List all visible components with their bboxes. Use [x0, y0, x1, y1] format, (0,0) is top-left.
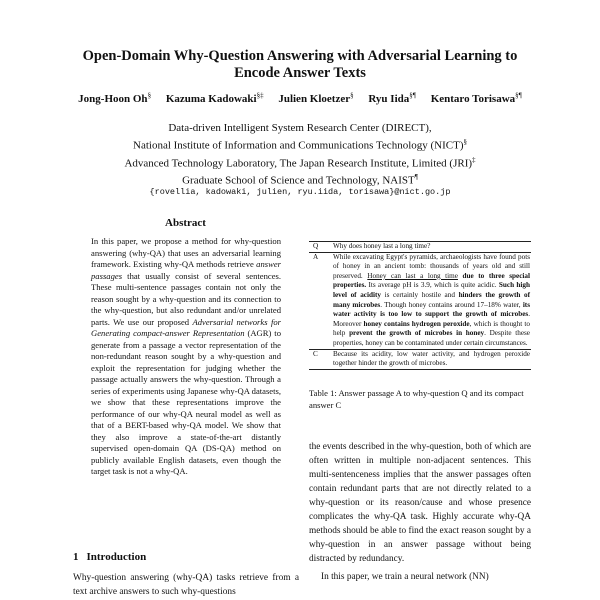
- author-emails: {rovellia, kadowaki, julien, ryu.iida, torisawa}@nict.go.jp: [149, 187, 451, 197]
- paragraph: the events described in the why-question, both of which are often written in multiple non-adjacent sentences. This multi-sentenceness implies that the answer passages often contain redundant parts that are not directly related to a why-question or its reason/cause and whose presence complicates the why-QA task. Highly accurate why-QA methods should be able to find the exact reason sought by a why-question in an answer passage without being distracted by redundancy.: [309, 442, 531, 564]
- affiliation-4: Graduate School of Science and Technology, NAIST¶: [182, 173, 418, 187]
- author: Jong-Hoon Oh§: [78, 91, 152, 105]
- row-label: Q: [309, 242, 333, 253]
- author: Kentaro Torisawa§¶: [430, 91, 522, 105]
- table-row: [309, 252, 531, 349]
- table-caption: Table 1: Answer passage A to why-question Q and its compact answer C: [309, 388, 524, 410]
- table-row: [309, 242, 531, 253]
- table-row: [309, 349, 531, 369]
- abstract-text: In this paper, we propose a method for why-question answering (why-QA) that uses an adversarial learning framework. Existing why-QA methods retrieve answer passages that usually consist of several sentences. These multi-sentence passages contain not only the reason sought by a why-question and its connection to the why-question, but also redundant and/or unrelated parts. We use our proposed Adversarial networks for Generating compact-answer Representation (AGR) to generate from a passage a vector representation of the non-redundant reason sought by a why-question and exploit the representation for judging whether the passage actually answers the why-question. Through a series of experiments using Japanese why-QA datasets, we show that these representations improve the performance of our why-QA neural model as well as that of a BERT-based why-QA model. We show that they also improve a state-of-the-art distantly supervised open-domain QA (DS-QA) method on publicly available English datasets, even though the target task is not a why-QA.: [91, 236, 281, 476]
- question-cell: Why does honey last a long time?: [333, 242, 531, 253]
- affiliation-3: Advanced Technology Laboratory, The Japan Research Institute, Limited (JRI)‡: [124, 156, 476, 170]
- title-line-1: Open-Domain Why-Question Answering with Adversarial Learning to: [82, 48, 518, 64]
- row-label: C: [309, 349, 333, 369]
- right-column-text: [309, 440, 531, 584]
- author: Julien Kloetzer§: [278, 91, 354, 105]
- affiliation-1: Data-driven Intelligent System Research Center (DIRECT),: [168, 122, 432, 134]
- answer-passage-cell: While excavating Egypt's pyramids, archaeologists have found pots of honey in an ancient tomb: thousands of years old and still preserved. Honey can last a long time due to three special properties. Its average pH is 3.9, which is quite acidic. Such high level of acidity is certainly hostile and hinders the growth of many microbes. Though honey contains around 17–18% water, its water activity is too low to support the growth of microbes. Moreover honey contains hydrogen peroxide, which is thought to help prevent the growth of microbes in honey. Despite these properties, honey can be contaminated under certain circumstances.: [333, 252, 531, 349]
- paragraph: In this paper, we train a neural network (NN): [321, 572, 489, 582]
- abstract-heading: Abstract: [165, 217, 206, 229]
- paper-title: [0, 48, 600, 82]
- compact-answer-cell: Because its acidity, low water activity, and hydrogen peroxide together hinder the growth of microbes.: [333, 349, 531, 369]
- author: Kazuma Kadowaki§‡: [165, 91, 264, 105]
- example-table: [309, 241, 531, 370]
- title-line-2: Encode Answer Texts: [234, 65, 366, 81]
- author-list: [0, 91, 600, 105]
- row-label: A: [309, 252, 333, 349]
- intro-text: Why-question answering (why-QA) tasks retrieve from a text archive answers to such why-questions: [73, 573, 299, 597]
- section-heading: 1 Introduction: [73, 551, 147, 563]
- affiliation-2: National Institute of Information and Communications Technology (NICT)§: [133, 138, 467, 152]
- author: Ryu Iida§¶: [368, 91, 416, 105]
